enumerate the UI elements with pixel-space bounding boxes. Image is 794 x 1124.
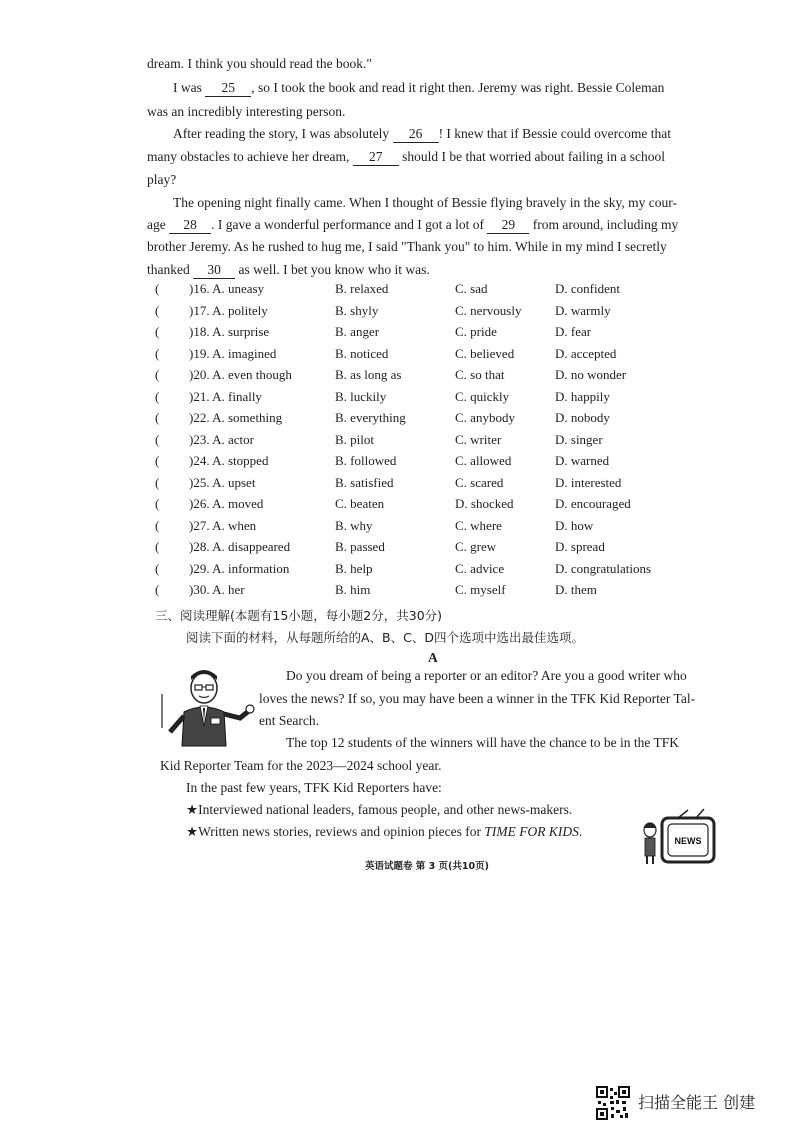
passage-text: from around, including my (532, 217, 679, 232)
reading-a-bullet-2 (186, 824, 582, 840)
option-a: )27. A. when (189, 517, 257, 533)
news-illustration (640, 808, 716, 868)
option-a: )17. A. politely (189, 302, 268, 318)
option-b: B. relaxed (335, 281, 389, 296)
option-b: B. why (335, 517, 373, 533)
option-c: C. allowed (455, 453, 512, 468)
option-a: )20. A. even though (189, 367, 292, 382)
option-c: D. shocked (455, 496, 514, 511)
passage-line-6: play? (147, 172, 177, 187)
section-heading: 三、阅读理解(本题有15小题，每小题2分，共30分) (155, 608, 443, 623)
question-row (155, 303, 715, 323)
passage-text: should I be that worried about failing in a school (402, 149, 665, 164)
passage-line-8 (147, 217, 678, 234)
passage-line-9: brother Jeremy. As he rushed to hug me, I said "Thank you" to him. While in my mind I secretly (147, 239, 667, 254)
option-b: B. him (335, 582, 371, 597)
option-c: C. where (455, 517, 502, 533)
option-d: D. congratulations (555, 560, 652, 576)
passage-line-2 (173, 80, 664, 97)
option-b: B. everything (335, 410, 406, 425)
passage-line-7: The opening night finally came. When I thought of Bessie flying bravely in the sky, my cour- (173, 195, 677, 210)
reading-a-p2-line2: Kid Reporter Team for the 2023—2024 school year. (160, 758, 442, 773)
answer-paren: ( (155, 302, 160, 318)
passage-text: ! I knew that if Bessie could overcome that (438, 126, 671, 141)
passage-line-5 (147, 149, 665, 166)
question-row (155, 539, 715, 559)
option-a: )24. A. stopped (189, 453, 269, 468)
reading-a-p1-line1: Do you dream of being a reporter or an editor? Are you a good writer who (286, 668, 687, 683)
blank-28: 28 (169, 217, 211, 234)
option-d: D. warmly (555, 302, 611, 318)
option-b: B. satisfied (335, 474, 394, 490)
answer-paren: ( (155, 517, 160, 533)
option-b: B. help (335, 560, 373, 576)
section-instruction: 阅读下面的材料，从每题所给的A、B、C、D四个选项中选出最佳选项。 (186, 630, 584, 645)
answer-paren: ( (155, 539, 160, 554)
option-d: D. confident (555, 281, 620, 296)
question-row (155, 281, 715, 301)
blank-26: 26 (393, 126, 439, 143)
option-d: D. accepted (555, 345, 617, 361)
option-b: B. as long as (335, 367, 402, 382)
option-d: D. singer (555, 431, 603, 447)
passage-line-4 (173, 126, 671, 143)
answer-paren: ( (155, 582, 160, 597)
magazine-title: TIME FOR KIDS (484, 824, 579, 839)
option-c: C. so that (455, 367, 505, 382)
question-row (155, 518, 715, 538)
option-d: D. happily (555, 388, 610, 404)
qr-code (596, 1086, 630, 1120)
option-a: )23. A. actor (189, 431, 254, 447)
bullet-text: ★Written news stories, reviews and opinion pieces for (186, 824, 485, 839)
answer-paren: ( (155, 410, 160, 425)
option-d: D. how (555, 517, 594, 533)
option-c: C. myself (455, 582, 506, 597)
blank-25: 25 (205, 80, 251, 97)
answer-paren: ( (155, 453, 160, 468)
question-row (155, 389, 715, 409)
option-b: B. anger (335, 324, 380, 339)
option-a: )30. A. her (189, 582, 245, 597)
question-row (155, 582, 715, 602)
question-row (155, 453, 715, 473)
question-row (155, 496, 715, 516)
question-row (155, 475, 715, 495)
option-c: C. nervously (455, 302, 522, 318)
question-row (155, 410, 715, 430)
blank-29: 29 (487, 217, 529, 234)
option-a: )29. A. information (189, 560, 290, 576)
reading-a-bullet-1: ★Interviewed national leaders, famous people, and other news-makers. (186, 802, 573, 817)
option-c: C. anybody (455, 410, 515, 425)
passage-text: as well. I bet you know who it was. (238, 262, 430, 277)
part-label: A (428, 650, 438, 665)
option-d: D. spread (555, 539, 605, 554)
option-c: C. writer (455, 431, 502, 447)
option-c: C. believed (455, 345, 515, 361)
blank-30: 30 (193, 262, 235, 279)
reading-a-p2-line1: The top 12 students of the winners will have the chance to be in the TFK (286, 735, 680, 750)
answer-paren: ( (155, 367, 160, 382)
answer-paren: ( (155, 474, 160, 490)
passage-line-10 (147, 262, 430, 279)
reporter-icon (160, 666, 256, 752)
passage-text: age (147, 217, 166, 232)
passage-text: . I gave a wonderful performance and I got a lot of (211, 217, 484, 232)
question-row (155, 346, 715, 366)
answer-paren: ( (155, 560, 160, 576)
option-a: )22. A. something (189, 410, 283, 425)
option-a: )16. A. uneasy (189, 281, 265, 296)
option-d: D. interested (555, 474, 622, 490)
question-row (155, 432, 715, 452)
reading-a-p1-line3: ent Search. (259, 713, 319, 728)
answer-paren: ( (155, 345, 160, 361)
option-d: D. no wonder (555, 367, 627, 382)
option-b: B. luckily (335, 388, 387, 404)
qr-code-icon (596, 1086, 630, 1120)
passage-text: After reading the story, I was absolutely (173, 126, 390, 141)
option-b: B. noticed (335, 345, 389, 361)
option-d: D. encouraged (555, 496, 631, 511)
option-a: )21. A. finally (189, 388, 262, 404)
option-a: )19. A. imagined (189, 345, 277, 361)
option-c: C. advice (455, 560, 505, 576)
reading-a-p3: In the past few years, TFK Kid Reporters have: (186, 780, 442, 795)
reading-a-p1-line2: loves the news? If so, you may have been a winner in the TFK Kid Reporter Tal- (259, 691, 696, 706)
option-d: D. nobody (555, 410, 610, 425)
option-d: D. them (555, 582, 597, 597)
option-a: )25. A. upset (189, 474, 256, 490)
passage-text: , so I took the book and read it right then. Jeremy was right. Bessie Coleman (251, 80, 665, 95)
scanner-watermark: 扫描全能王 创建 (638, 1093, 756, 1112)
option-b: B. shyly (335, 302, 379, 318)
option-c: C. quickly (455, 388, 510, 404)
option-b: B. pilot (335, 431, 375, 447)
option-a: )18. A. surprise (189, 324, 270, 339)
option-c: C. grew (455, 539, 497, 554)
question-row (155, 324, 715, 344)
answer-paren: ( (155, 431, 160, 447)
passage-line-3: was an incredibly interesting person. (147, 104, 346, 119)
blank-27: 27 (353, 149, 399, 166)
question-row (155, 561, 715, 581)
passage-text: I was (173, 80, 202, 95)
option-b: B. passed (335, 539, 385, 554)
question-row (155, 367, 715, 387)
answer-paren: ( (155, 388, 160, 404)
option-a: )28. A. disappeared (189, 539, 291, 554)
option-a: )26. A. moved (189, 496, 264, 511)
passage-text: thanked (147, 262, 190, 277)
reporter-illustration (160, 666, 256, 752)
option-c: C. pride (455, 324, 497, 339)
option-d: D. fear (555, 324, 592, 339)
tv-label: NEWS (674, 836, 702, 846)
option-b: B. followed (335, 453, 397, 468)
answer-paren: ( (155, 281, 160, 296)
page-footer: 英语试题卷 第 3 页(共10页) (365, 861, 489, 872)
option-d: D. warned (555, 453, 610, 468)
option-c: C. sad (455, 281, 488, 296)
option-c: C. scared (455, 474, 504, 490)
answer-paren: ( (155, 496, 160, 511)
option-b: C. beaten (335, 496, 385, 511)
news-tv-icon (640, 808, 716, 868)
bullet-text: . (578, 824, 583, 839)
passage-line-1: dream. I think you should read the book." (147, 56, 372, 71)
answer-paren: ( (155, 324, 160, 339)
passage-text: many obstacles to achieve her dream, (147, 149, 350, 164)
